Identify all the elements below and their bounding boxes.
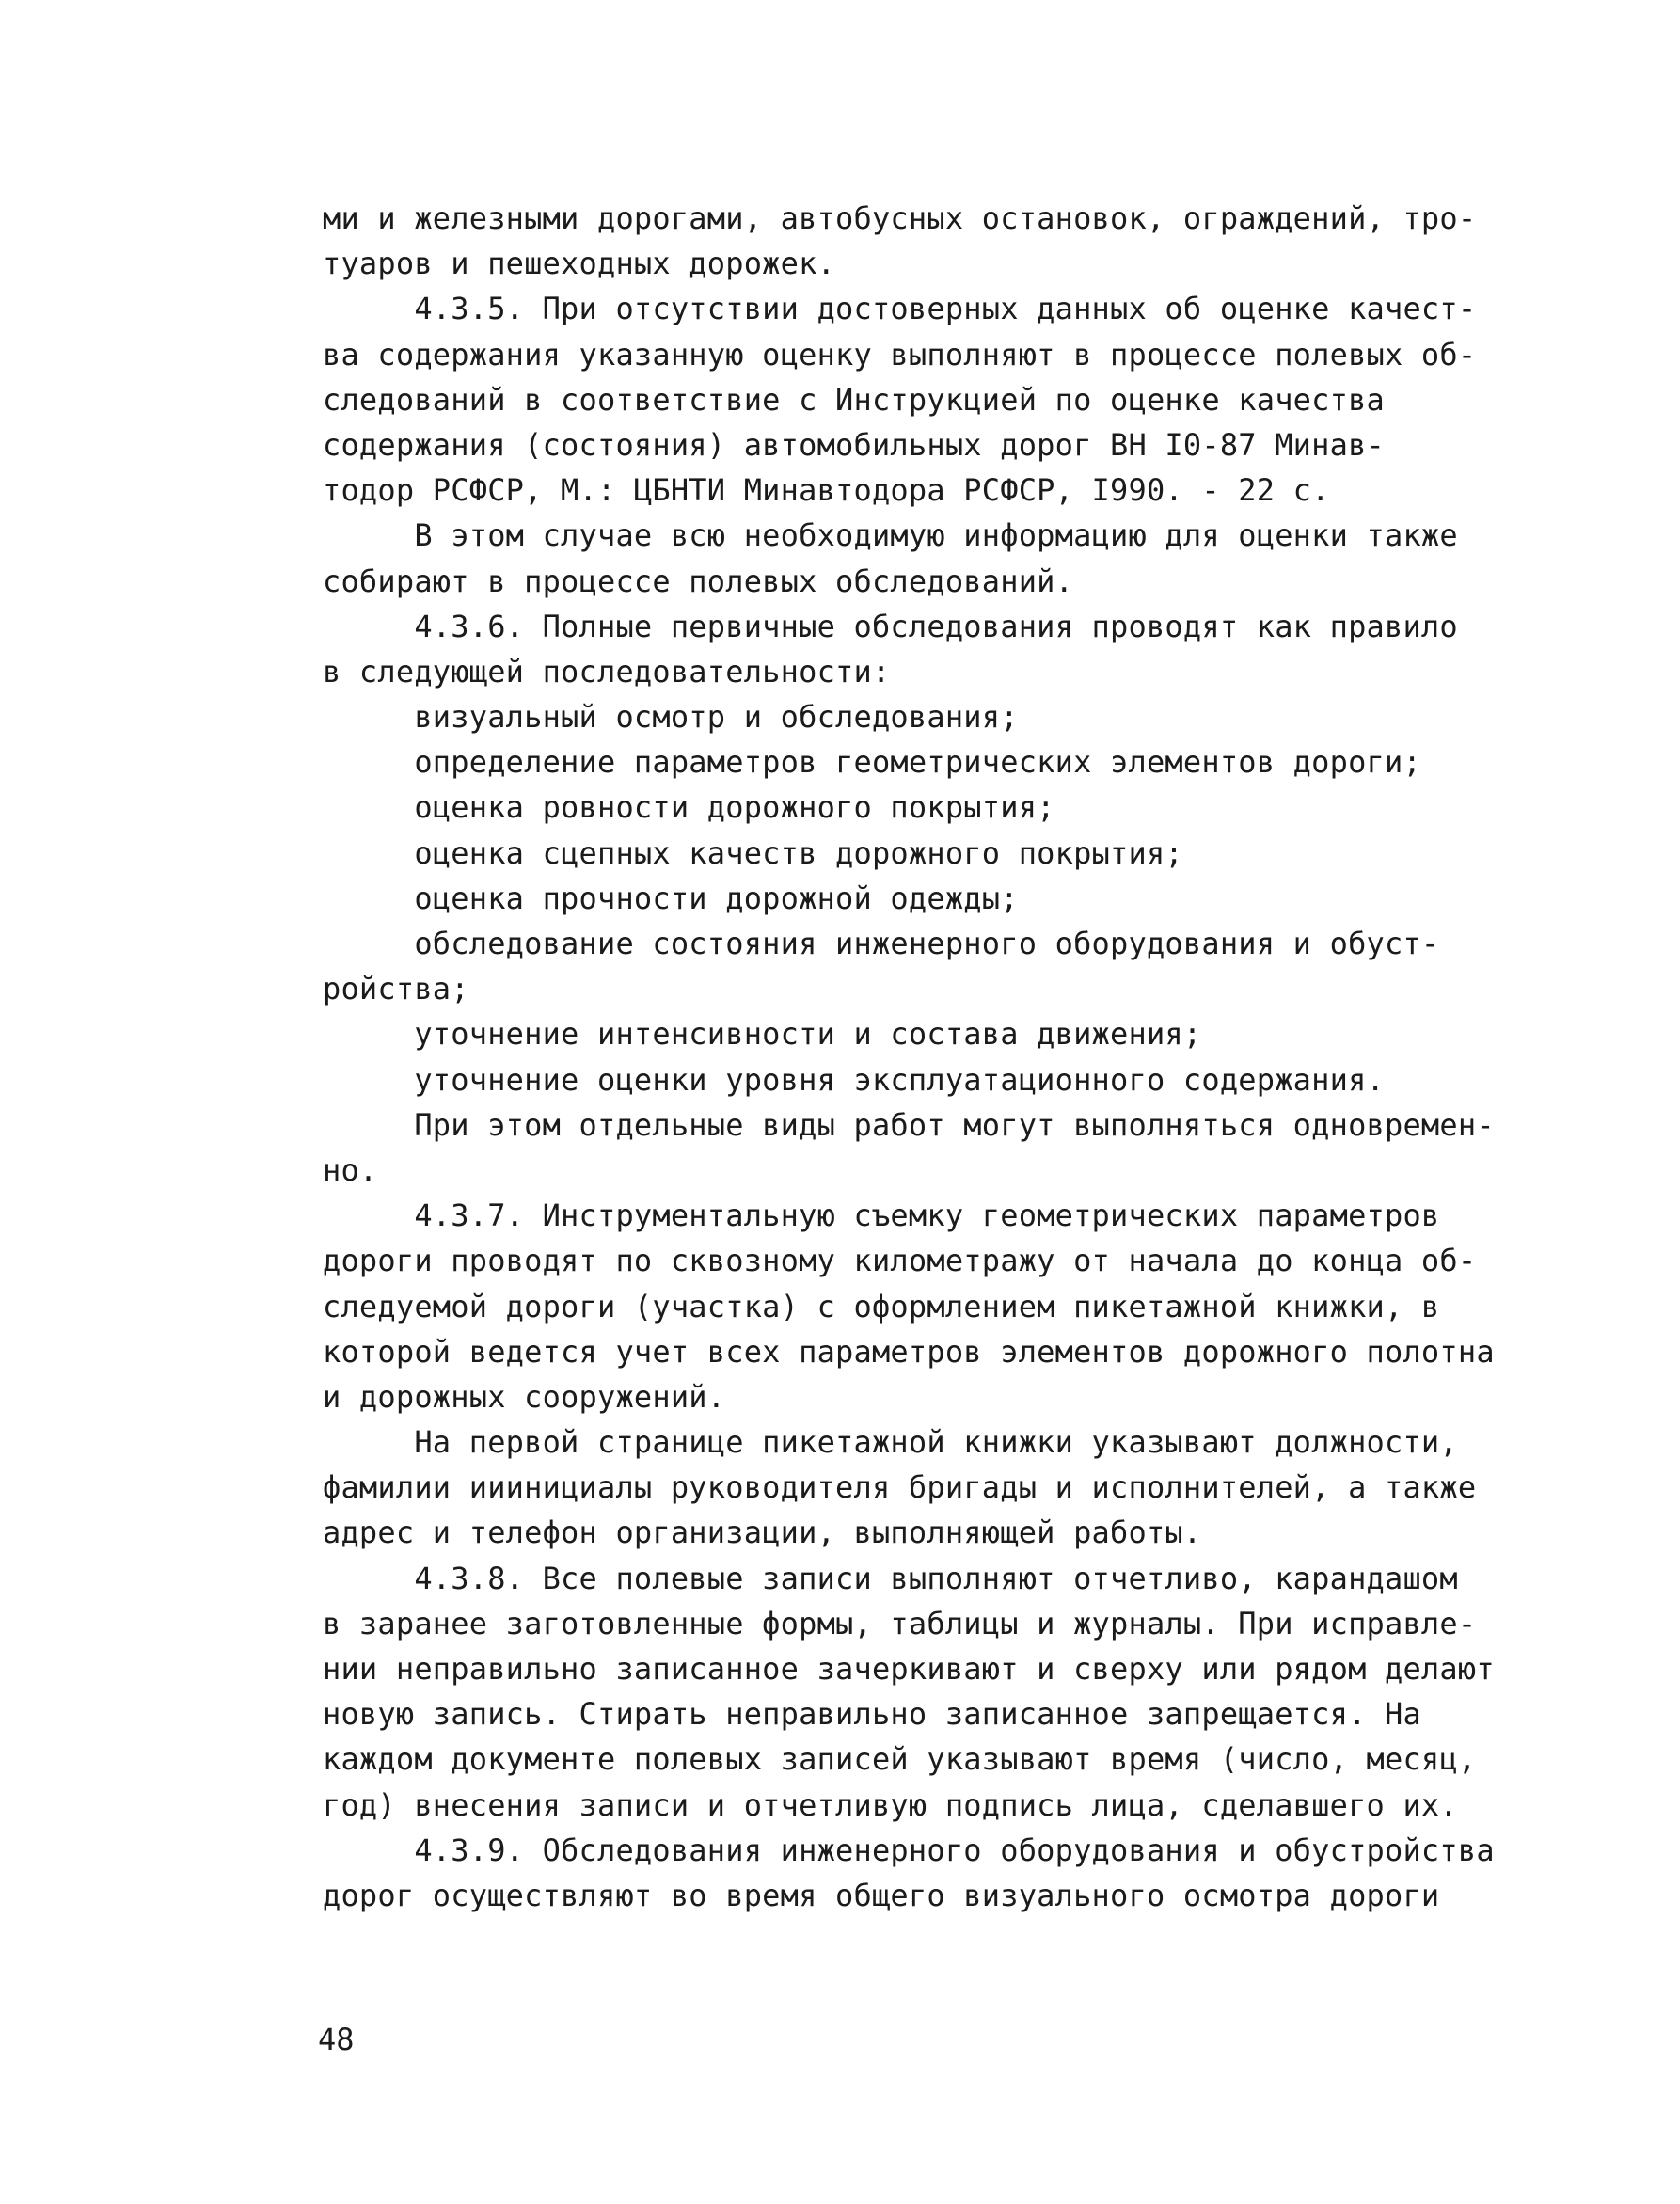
text-line: адрес и телефон организации, выполняющей работы. [323,1514,1202,1551]
text-line: новую запись. Стирать неправильно записанное запрещается. На [323,1696,1421,1733]
text-line: собирают в процессе полевых обследований. [323,563,1074,599]
text-line: ми и железными дорогами, автобусных остановок, ограждений, тро- [323,200,1477,236]
text-line: При этом отдельные виды работ могут выполняться одновремен- [323,1106,1495,1143]
text-line: 4.3.5. При отсутствии достоверных данных об оценке качест- [323,291,1477,327]
text-line: фамилии ииинициалы руководителя бригады и исполнителей, а также [323,1469,1477,1506]
text-line: оценка ровности дорожного покрытия; [323,789,1055,826]
text-line: оценка сцепных качеств дорожного покрытия; [323,834,1183,871]
text-line: содержания (состояния) автомобильных дорог ВН I0-87 Минав- [323,426,1386,463]
text-line: каждом документе полевых записей указывают время (число, месяц, [323,1741,1477,1778]
page-number: 48 [318,2022,355,2057]
text-line: уточнение оценки уровня эксплуатационного содержания. [323,1061,1386,1098]
text-line: 4.3.6. Полные первичные обследования проводят как правило [323,608,1458,644]
text-line: обследование состояния инженерного оборудования и обуст- [323,926,1440,961]
text-line: дороги проводят по сквозному километражу от начала до конца об- [323,1243,1477,1279]
text-line: тодор РСФСР, М.: ЦБНТИ Минавтодора РСФСР, I990. - 22 с. [323,472,1330,509]
text-line: и дорожных сооружений. [323,1378,726,1415]
text-line: но. [323,1151,378,1188]
text-line: уточнение интенсивности и состава движения; [323,1016,1202,1053]
text-line: нии неправильно записанное зачеркивают и сверху или рядом делают [323,1651,1495,1687]
text-line: 4.3.8. Все полевые записи выполняют отчетливо, карандашом [323,1560,1458,1596]
text-line: следований в соответствие с Инструкцией по оценке качества [323,381,1386,418]
text-line: в заранее заготовленные формы, таблицы и журналы. При исправле- [323,1605,1477,1641]
text-line: ва содержания указанную оценку выполняют в процессе полевых об- [323,336,1477,373]
text-line: которой ведется учет всех параметров элементов дорожного полотна [323,1333,1495,1370]
text-line: На первой странице пикетажной книжки указывают должности, [323,1424,1458,1461]
text-line: визуальный осмотр и обследования; [323,699,1019,736]
text-line: определение параметров геометрических элементов дороги; [323,744,1421,781]
text-line: В этом случае всю необходимую информацию для оценки также [323,517,1458,554]
text-line: следуемой дороги (участка) с оформлением пикетажной книжки, в [323,1288,1440,1324]
text-line: туаров и пешеходных дорожек. [323,246,836,282]
text-line: 4.3.7. Инструментальную съемку геометрических параметров [323,1197,1440,1234]
text-line: ройства; [323,971,469,1007]
text-line: в следующей последовательности: [323,653,891,690]
body-text [323,196,1527,1918]
text-line: дорог осуществляют во время общего визуального осмотра дороги [323,1877,1440,1913]
text-line: 4.3.9. Обследования инженерного оборудования и обустройства [323,1831,1495,1868]
text-line: год) внесения записи и отчетливую подпись лица, сделавшего их. [323,1786,1458,1823]
text-line: оценка прочности дорожной одежды; [323,880,1019,916]
